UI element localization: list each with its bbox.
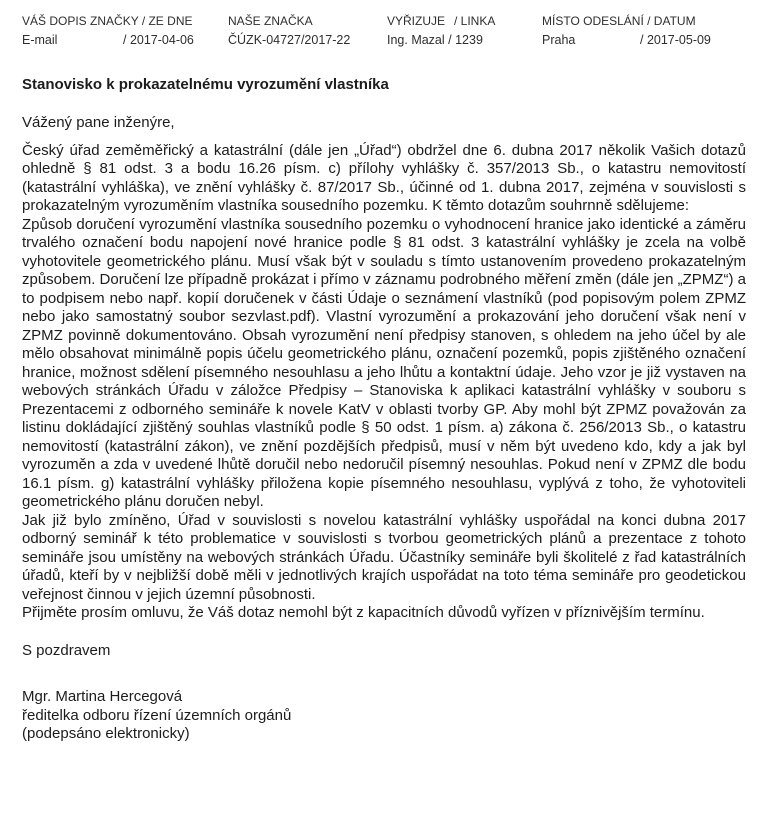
ref-label-place-date: MÍSTO ODESLÁNÍ / DATUM <box>542 14 696 28</box>
ref-label-handled-by <box>387 12 542 31</box>
ref-label-your-reference: VÁŠ DOPIS ZNAČKY / ZE DNE <box>22 14 193 28</box>
ref-label-handler: VYŘIZUJE <box>387 14 446 28</box>
ref-value-our-reference: ČÚZK-04727/2017-22 <box>228 33 351 47</box>
salutation: Vážený pane inženýre, <box>22 114 175 131</box>
reference-header <box>22 12 746 50</box>
ref-label-our-reference: NAŠE ZNAČKA <box>228 14 313 28</box>
closing-salutation: S pozdravem <box>22 641 111 659</box>
letter-body <box>22 142 746 623</box>
ref-value-handled-by: Ing. Mazal / 1239 <box>387 33 483 47</box>
subject-line: Stanovisko k prokazatelnému vyrozumění vlastníka <box>22 76 389 93</box>
paragraph-apology: Přijměte prosím omluvu, že Váš dotaz nemohl být z kapacitních důvodů vyřízen v příznivějším termínu. <box>22 604 705 621</box>
paragraph-statement: Způsob doručení vyrozumění vlastníka sousedního pozemku o vyhodnocení hranice jako identické a záměru trvalého označení bodu napojení nové hranice podle § 81 odst. 3 katastrální vyhlášky je zcela na volbě vyhotovitele geometrického plánu. Musí však být v souladu s tímto ustanovením provedeno prokazatelným způsobem. Doručení lze případně prokázat i přímo v záznamu podrobného měření změn (dále jen „ZPMZ“) a to podpisem nebo např. kopií doručenek v části Údaje o seznámení vlastníků (pod popisovým polem ZPMZ nebo jako samostatný soubor sezvlast.pdf). Vlastní vyrozumění a prokazování jeho doručení však není v ZPMZ povinně dokumentováno. Obsah vyrozumění není předpisy stanoven, s ohledem na jeho účel by ale mělo obsahovat minimálně popis účelu geometrického plánu, označení pozemků, popis zjištěného označení hranice, možnost sdělení písemného nesouhlasu a jeho lhůtu a kontaktní údaje. Jeho vzor je již vystaven na webových stránkách Úřadu v záložce Předpisy – Stanoviska k aplikaci katastrální vyhlášky v souboru s Prezentacemi z odborného semináře k novele KatV v oblasti tvorby GP. Aby mohl být ZPMZ považován za listinu dokládající zjištěný souhlas vlastníků podle § 50 odst. 1 písm. a) zákona č. 256/2013 Sb., o katastru nemovitostí (katastrální zákon), ve znění pozdějších předpisů, musí v něm být uvedeno kdo, kdy a jak byl vyrozuměn a zda v uvedené lhůtě doručil nebo nedoručil písemný nesouhlas. Pokud není v ZPMZ dle bodu 16.1 písm. g) katastrální vyhlášky přiložena kopie písemného nesouhlasu, vyplývá z toho, že vyhotoviteli geometrického plánu doručen nebyl. <box>22 215 746 510</box>
signature-block <box>22 688 746 744</box>
ref-col-our-reference <box>228 12 387 50</box>
ref-col-your-reference <box>22 12 228 50</box>
signature-title: ředitelka odboru řízení územních orgánů <box>22 706 292 724</box>
ref-value-date: / 2017-05-09 <box>640 33 711 47</box>
signature-electronic-note: (podepsáno elektronicky) <box>22 725 190 742</box>
signature-name: Mgr. Martina Hercegová <box>22 688 183 705</box>
ref-value-your-reference <box>22 31 228 50</box>
ref-value-place-date <box>542 31 746 50</box>
ref-label-line: / LINKA <box>454 14 496 28</box>
ref-col-place-date <box>542 12 746 50</box>
ref-value-sender-channel: E-mail <box>22 33 58 47</box>
ref-value-your-date: / 2017-04-06 <box>123 33 194 47</box>
ref-value-place: Praha <box>542 33 576 47</box>
paragraph-introduction: Český úřad zeměměřický a katastrální (dále jen „Úřad“) obdržel dne 6. dubna 2017 několik Vašich dotazů ohledně § 81 odst. 3 a bodu 16.26 písm. c) přílohy vyhlášky č. 357/2013 Sb., o katastru nemovitostí (katastrální vyhláška), ve znění vyhlášky č. 87/2017 Sb., účinné od 1. dubna 2017, zejména v souvislosti s prokazatelným vyrozuměním vlastníka sousedního pozemku. K těmto dotazům souhrnně sdělujeme: <box>22 141 746 214</box>
paragraph-seminar-info: Jak již bylo zmíněno, Úřad v souvislosti s novelou katastrální vyhlášky uspořádal na konci dubna 2017 odborný seminář k této problematice v souvislosti s tvorbou geometrických plánů a prezentace z tohoto semináře jsou umístěny na webových stránkách Úřadu. Účastníky semináře byli školitelé z řad katastrálních úřadů, kteří by v nejbližší době měli v jednotlivých krajích uspořádat na toto téma semináře pro geodetickou veřejnost činnou v jejich územní působnosti. <box>22 511 746 603</box>
ref-col-handled-by <box>387 12 542 50</box>
